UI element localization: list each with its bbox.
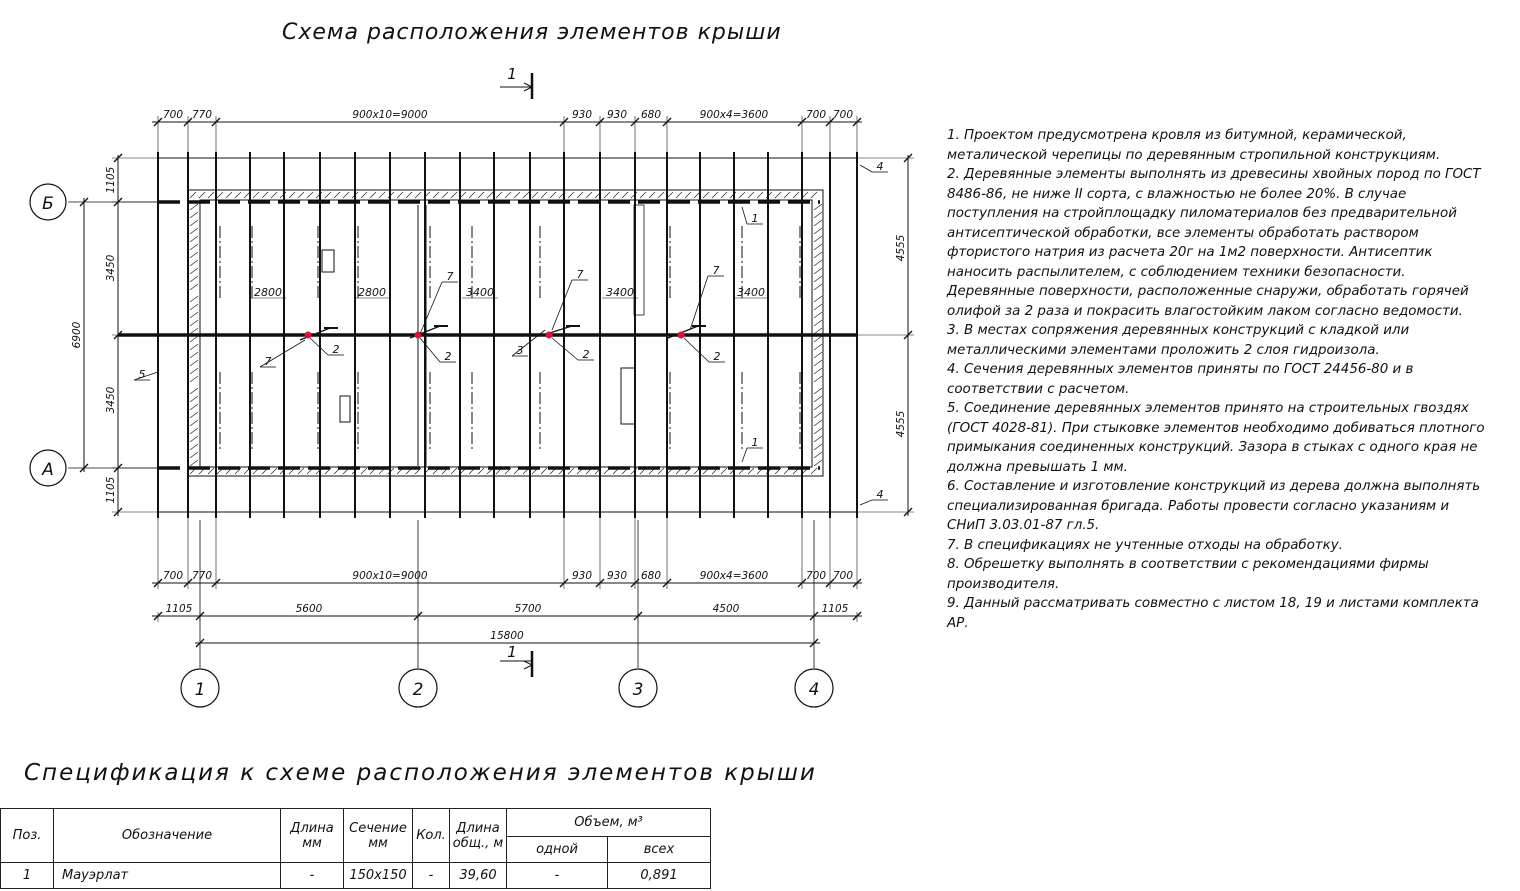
wall-hatch bbox=[190, 204, 198, 210]
dim-label: 930 bbox=[571, 570, 593, 582]
joint-node bbox=[678, 332, 685, 339]
wall-hatch bbox=[814, 284, 822, 290]
wall-hatch bbox=[190, 304, 198, 310]
col-section: Сечение мм bbox=[344, 809, 413, 863]
wall-hatch bbox=[190, 428, 198, 434]
dim-label: 700 bbox=[162, 570, 184, 582]
note-4: 4. Сечения деревянных элементов приняты по ГОСТ 24456-80 и в соответствии с расчетом. bbox=[947, 362, 1414, 397]
wall-hatch bbox=[814, 236, 822, 242]
wall-hatch bbox=[505, 192, 511, 198]
dim-label: 1 bbox=[507, 65, 517, 83]
col-vol-all: всех bbox=[608, 837, 711, 863]
dim-label: 1 bbox=[751, 436, 759, 449]
note-5: 5. Соединение деревянных элементов принято на строительных гвоздях (ГОСТ 4028-81). При стыковке элементов необходимо добиваться плотного примыкания соединенных конструкций. Зазора в стыках с одного края не должна превышать 1 мм. bbox=[947, 401, 1485, 475]
wall-hatch bbox=[190, 376, 198, 382]
cell-vol-one: - bbox=[507, 863, 608, 889]
dim-label: 3 bbox=[632, 680, 644, 700]
dim-label: 3 bbox=[516, 344, 524, 357]
joint-node bbox=[305, 332, 312, 339]
wall-hatch bbox=[190, 312, 198, 318]
dim-label: 1105 bbox=[821, 603, 849, 615]
wall-hatch bbox=[775, 192, 781, 198]
wall-hatch bbox=[289, 192, 295, 198]
dim-label: 5 bbox=[138, 368, 146, 381]
wall-hatch bbox=[190, 268, 198, 274]
dim-label: 4500 bbox=[712, 603, 740, 615]
col-total-length: Длина общ., м bbox=[450, 809, 507, 863]
callout-leader bbox=[420, 338, 440, 362]
wall-hatch bbox=[814, 276, 822, 282]
wall-hatch bbox=[262, 192, 268, 198]
wall-hatch bbox=[676, 192, 682, 198]
dim-label: 6900 bbox=[71, 321, 83, 349]
wall-hatch bbox=[190, 420, 198, 426]
wall-hatch bbox=[814, 344, 822, 350]
table-row bbox=[1, 863, 711, 889]
dim-label: 7 bbox=[264, 355, 272, 368]
wall-hatch bbox=[814, 320, 822, 326]
callout-leader bbox=[552, 280, 572, 330]
col-name: Обозначение bbox=[54, 809, 281, 863]
cell-name: Мауэрлат bbox=[54, 863, 281, 889]
dim-label: 3400 bbox=[466, 286, 494, 299]
wall-hatch bbox=[814, 312, 822, 318]
wall-hatch bbox=[190, 252, 198, 258]
wall-hatch bbox=[208, 192, 214, 198]
dim-label: 15800 bbox=[490, 630, 524, 642]
dim-label: 5700 bbox=[514, 603, 542, 615]
wall-hatch bbox=[190, 220, 198, 226]
wall-hatch bbox=[757, 192, 763, 198]
wall-hatch bbox=[190, 244, 198, 250]
dim-label: 5600 bbox=[295, 603, 323, 615]
note-2: 2. Деревянные элементы выполнять из древесины хвойных пород по ГОСТ 8486-86, не ниже II сорта, с влажностью не более 20%. В случае поступления на стройплощадку пиломатериалов без предварительной антисептической обработки, все элементы обработать раствором фтористого натрия из расчета 20г на 1м2 поверхности. Антисептик наносить распылителем, с соблюдением техники безопасности. Деревянные поверхности, расположенные снаружи, обработать горячей олифой за 2 раза и покрасить влагостойким лаком согласно ведомости. bbox=[947, 167, 1481, 319]
col-vol-one: одной bbox=[507, 837, 608, 863]
dim-label: 2800 bbox=[254, 286, 282, 299]
cell-section: 150x150 bbox=[344, 863, 413, 889]
cell-qty: - bbox=[413, 863, 450, 889]
wall-hatch bbox=[307, 192, 313, 198]
dim-label: 1105 bbox=[165, 603, 193, 615]
dim-label: 680 bbox=[640, 570, 662, 582]
wall-hatch bbox=[814, 328, 822, 334]
wall-hatch bbox=[451, 468, 457, 474]
dim-label: 2 bbox=[332, 343, 340, 356]
wall-hatch bbox=[523, 192, 529, 198]
dim-label: 700 bbox=[805, 570, 827, 582]
col-length: Длина мм bbox=[281, 809, 344, 863]
note-8: 8. Обрешетку выполнять в соответствии с рекомендациями фирмы производителя. bbox=[947, 557, 1429, 592]
wall-hatch bbox=[217, 192, 223, 198]
wall-hatch bbox=[190, 336, 198, 342]
dim-label: 930 bbox=[606, 109, 628, 121]
dim-label: 700 bbox=[162, 109, 184, 121]
callout-leader bbox=[860, 165, 872, 172]
wall-hatch bbox=[814, 404, 822, 410]
wall-hatch bbox=[370, 192, 376, 198]
wall-hatch bbox=[478, 192, 484, 198]
wall-hatch bbox=[814, 296, 822, 302]
wall-hatch bbox=[190, 444, 198, 450]
wall-hatch bbox=[814, 368, 822, 374]
wall-hatch bbox=[703, 192, 709, 198]
wall-hatch bbox=[814, 428, 822, 434]
joint-node bbox=[546, 332, 553, 339]
dim-label: 700 bbox=[832, 109, 854, 121]
wall-hatch bbox=[640, 192, 646, 198]
callout-leader bbox=[742, 207, 747, 224]
wall-hatch bbox=[814, 412, 822, 418]
wall-hatch bbox=[190, 388, 198, 394]
note-7: 7. В спецификациях не учтенные отходы на обработку. bbox=[947, 537, 1343, 553]
wall-hatch bbox=[814, 444, 822, 450]
dim-label: Б bbox=[42, 194, 54, 214]
wall-hatch bbox=[814, 388, 822, 394]
dim-label: 680 bbox=[640, 109, 662, 121]
wall-hatch bbox=[190, 328, 198, 334]
dim-label: 7 bbox=[446, 270, 454, 283]
wall-hatch bbox=[550, 192, 556, 198]
wall-hatch bbox=[190, 452, 198, 458]
general-notes bbox=[947, 126, 1487, 633]
dim-label: 3400 bbox=[737, 286, 765, 299]
plan-title: Схема расположения элементов крыши bbox=[282, 20, 782, 45]
wall-hatch bbox=[721, 468, 727, 474]
wall-hatch bbox=[532, 192, 538, 198]
wall-hatch bbox=[514, 192, 520, 198]
note-6: 6. Составление и изготовление конструкций из дерева должна выполнять специализированная бригада. Работы провести согласно указаниям и СНиП 3.03.01-87 гл.5. bbox=[947, 479, 1481, 533]
wall-hatch bbox=[496, 192, 502, 198]
wall-hatch bbox=[190, 404, 198, 410]
dim-label: 900x10=9000 bbox=[352, 109, 428, 121]
wall-hatch bbox=[784, 192, 790, 198]
wall-hatch bbox=[190, 368, 198, 374]
wall-hatch bbox=[361, 468, 367, 474]
spec-table bbox=[0, 808, 711, 889]
note-3: 3. В местах сопряжения деревянных конструкций с кладкой или металлическими элементами проложить 2 слоя гидроизола. bbox=[947, 323, 1410, 358]
wall-hatch bbox=[361, 192, 367, 198]
wall-hatch bbox=[814, 228, 822, 234]
wall-hatch bbox=[814, 268, 822, 274]
wall-hatch bbox=[577, 192, 583, 198]
wall-hatch bbox=[397, 192, 403, 198]
wall-hatch bbox=[190, 276, 198, 282]
wall-hatch bbox=[814, 460, 822, 466]
dim-label: 4 bbox=[876, 488, 884, 501]
wall-hatch bbox=[814, 376, 822, 382]
spec-title: Спецификация к схеме расположения элементов крыши bbox=[24, 760, 817, 786]
dim-label: 4555 bbox=[895, 234, 907, 262]
dim-label: А bbox=[42, 460, 54, 480]
dim-label: 2 bbox=[444, 350, 452, 363]
wall-hatch bbox=[685, 192, 691, 198]
wall-hatch bbox=[811, 192, 817, 198]
wall-hatch bbox=[190, 296, 198, 302]
wall-hatch bbox=[298, 192, 304, 198]
wall-hatch bbox=[658, 192, 664, 198]
wall-hatch bbox=[622, 192, 628, 198]
wall-hatch bbox=[271, 468, 277, 474]
dim-label: 1105 bbox=[105, 166, 117, 194]
dim-label: 7 bbox=[576, 268, 584, 281]
dim-label: 900x4=3600 bbox=[699, 109, 769, 121]
wall-hatch bbox=[190, 360, 198, 366]
dim-label: 7 bbox=[712, 264, 720, 277]
dim-label: 1 bbox=[751, 212, 759, 225]
dim-label: 2 bbox=[582, 348, 590, 361]
wall-hatch bbox=[739, 192, 745, 198]
wall-hatch bbox=[814, 252, 822, 258]
dim-label: 4 bbox=[876, 160, 884, 173]
wall-hatch bbox=[721, 192, 727, 198]
wall-hatch bbox=[442, 192, 448, 198]
wall-hatch bbox=[415, 192, 421, 198]
wall-hatch bbox=[190, 412, 198, 418]
wall-hatch bbox=[814, 396, 822, 402]
dim-label: 900x10=9000 bbox=[352, 570, 428, 582]
dim-label: 2 bbox=[713, 350, 721, 363]
wall-hatch bbox=[814, 204, 822, 210]
wall-hatch bbox=[190, 284, 198, 290]
wall-hatch bbox=[226, 192, 232, 198]
cell-pos: 1 bbox=[1, 863, 54, 889]
col-pos: Поз. bbox=[1, 809, 54, 863]
wall-hatch bbox=[190, 320, 198, 326]
dim-label: 700 bbox=[805, 109, 827, 121]
wall-hatch bbox=[541, 192, 547, 198]
wall-hatch bbox=[814, 220, 822, 226]
wall-hatch bbox=[190, 436, 198, 442]
col-volume: Объем, м³ bbox=[507, 809, 711, 837]
wall-hatch bbox=[190, 396, 198, 402]
dim-label: 4 bbox=[808, 680, 820, 700]
wall-hatch bbox=[190, 192, 196, 198]
dim-label: 3450 bbox=[105, 386, 117, 414]
wall-hatch bbox=[343, 192, 349, 198]
callout-leader bbox=[684, 338, 709, 362]
dim-label: 1 bbox=[507, 643, 517, 661]
wall-hatch bbox=[334, 192, 340, 198]
cell-vol-all: 0,891 bbox=[608, 863, 711, 889]
post bbox=[340, 396, 350, 422]
wall-hatch bbox=[793, 192, 799, 198]
dim-label: 930 bbox=[571, 109, 593, 121]
wall-hatch bbox=[190, 344, 198, 350]
wall-hatch bbox=[814, 244, 822, 250]
cell-length: - bbox=[281, 863, 344, 889]
dim-label: 1 bbox=[194, 680, 206, 700]
wall-hatch bbox=[814, 360, 822, 366]
wall-hatch bbox=[190, 212, 198, 218]
wall-hatch bbox=[199, 192, 205, 198]
wall-hatch bbox=[541, 468, 547, 474]
col-qty: Кол. bbox=[413, 809, 450, 863]
dim-label: 770 bbox=[191, 109, 213, 121]
wall-hatch bbox=[712, 192, 718, 198]
callout-leader bbox=[742, 448, 747, 462]
wall-hatch bbox=[613, 192, 619, 198]
wall-hatch bbox=[586, 192, 592, 198]
post bbox=[621, 368, 635, 424]
wall-hatch bbox=[190, 352, 198, 358]
dim-label: 2800 bbox=[358, 286, 386, 299]
wall-hatch bbox=[406, 192, 412, 198]
dim-label: 3400 bbox=[606, 286, 634, 299]
wall-hatch bbox=[469, 192, 475, 198]
wall-hatch bbox=[190, 260, 198, 266]
wall-hatch bbox=[814, 420, 822, 426]
post bbox=[322, 250, 334, 272]
wall-hatch bbox=[487, 192, 493, 198]
wall-hatch bbox=[190, 228, 198, 234]
note-1: 1. Проектом предусмотрена кровля из битумной, керамической, металической черепицы по деревянным стропильной конструкциям. bbox=[947, 128, 1441, 163]
wall-hatch bbox=[271, 192, 277, 198]
wall-hatch bbox=[379, 192, 385, 198]
note-9: 9. Данный рассматривать совместно с листом 18, 19 и листами комплекта АР. bbox=[947, 596, 1479, 631]
wall-hatch bbox=[253, 192, 259, 198]
dim-label: 700 bbox=[832, 570, 854, 582]
dim-label: 3450 bbox=[105, 254, 117, 282]
wall-hatch bbox=[814, 212, 822, 218]
wall-hatch bbox=[814, 436, 822, 442]
wall-hatch bbox=[433, 192, 439, 198]
dim-label: 4555 bbox=[895, 410, 907, 438]
dim-label: 900x4=3600 bbox=[699, 570, 769, 582]
dim-label: 930 bbox=[606, 570, 628, 582]
callout-leader bbox=[860, 500, 872, 505]
wall-hatch bbox=[649, 192, 655, 198]
cell-total-length: 39,60 bbox=[450, 863, 507, 889]
wall-hatch bbox=[811, 468, 817, 474]
wall-hatch bbox=[814, 304, 822, 310]
wall-hatch bbox=[814, 352, 822, 358]
wall-hatch bbox=[568, 192, 574, 198]
wall-hatch bbox=[451, 192, 457, 198]
wall-hatch bbox=[814, 452, 822, 458]
wall-hatch bbox=[325, 192, 331, 198]
wall-hatch bbox=[604, 192, 610, 198]
dim-label: 1105 bbox=[105, 476, 117, 504]
wall-hatch bbox=[190, 460, 198, 466]
dim-label: 770 bbox=[191, 570, 213, 582]
roof-plan-drawing bbox=[0, 60, 920, 720]
dim-label: 2 bbox=[412, 680, 424, 700]
wall-hatch bbox=[748, 192, 754, 198]
wall-hatch bbox=[814, 336, 822, 342]
wall-hatch bbox=[190, 236, 198, 242]
wall-hatch bbox=[235, 192, 241, 198]
wall-hatch bbox=[814, 260, 822, 266]
